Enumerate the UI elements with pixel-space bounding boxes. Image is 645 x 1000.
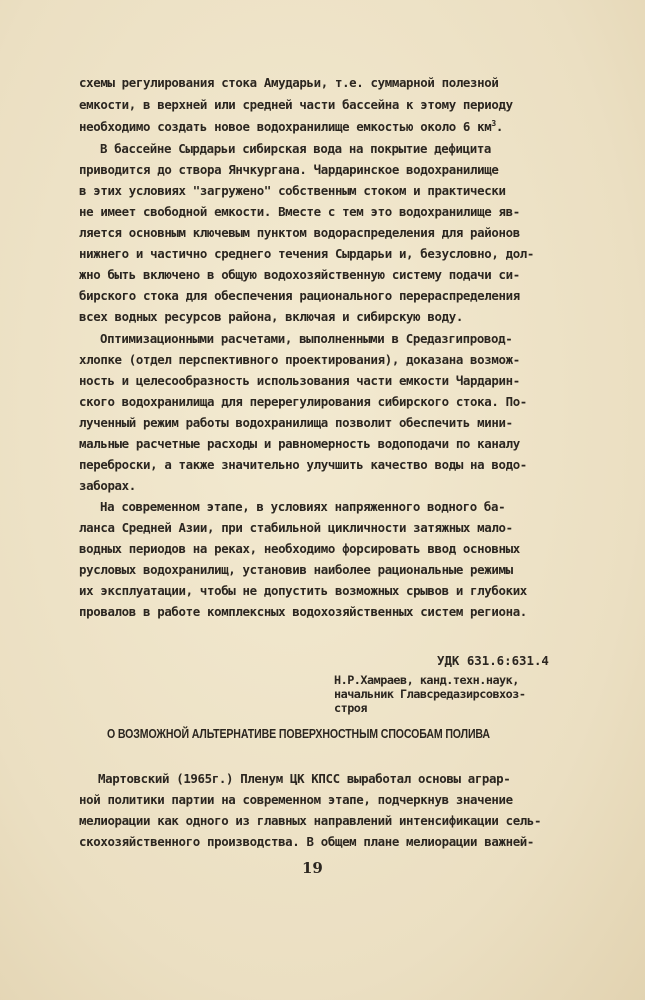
article-title: О ВОЗМОЖНОЙ АЛЬТЕРНАТИВЕ ПОВЕРХНОСТНЫМ СПОСОБАМ ПОЛИВА: [107, 727, 490, 741]
text-line: ность и целесообразность использования части емкости Чардарин-: [79, 373, 520, 388]
text-line: мелиорации как одного из главных направлений интенсификации сель-: [79, 813, 542, 828]
text-line: заборах.: [79, 478, 136, 493]
text-line-body: необходимо создать новое водохранилище емкостью около 6 км: [79, 119, 492, 134]
text-line: их эксплуатации, чтобы не допустить возможных срывов и глубоких: [79, 583, 527, 598]
udk-code: УДК 631.6:631.4: [437, 653, 549, 668]
text-line: хлопке (отдел перспективного проектирования), доказана возмож-: [79, 352, 520, 367]
text-line: В бассейне Сырдарьи сибирская вода на покрытие дефицита: [100, 141, 492, 156]
text-line-end: .: [495, 119, 503, 134]
text-line: схемы регулирования стока Амударьи, т.е. суммарной полезной: [79, 75, 499, 90]
text-line: скохозяйственного производства. В общем плане мелиорации важней-: [79, 834, 535, 849]
text-line: бирского стока для обеспечения рационального перераспределения: [79, 288, 520, 303]
text-line: Оптимизационными расчетами, выполненными в Средазгипровод-: [100, 331, 513, 346]
text-line: лученный режим работы водохранилища позволит обеспечить мини-: [79, 415, 513, 430]
text-line: приводится до створа Янчкургана. Чардаринское водохранилище: [79, 162, 499, 177]
page-number: 19: [302, 859, 323, 877]
author-line: Н.Р.Хамраев, канд.техн.наук,: [334, 673, 519, 687]
text-line: жно быть включено в общую водохозяйственную систему подачи си-: [79, 267, 520, 282]
author-line: начальник Главсредазирсовхоз-: [334, 687, 526, 701]
text-line: емкости, в верхней или средней части бассейна к этому периоду: [79, 97, 513, 112]
author-line: строя: [334, 701, 368, 715]
text-line: На современном этапе, в условиях напряженного водного ба-: [100, 499, 506, 514]
text-line: ского водохранилища для перерегулирования сибирского стока. По-: [79, 394, 527, 409]
text-line: ланса Средней Азии, при стабильной цикличности затяжных мало-: [79, 520, 513, 535]
text-line: переброски, а также значительно улучшить качество воды на водо-: [79, 457, 527, 472]
text-line: нижнего и частично среднего течения Сырдарьи и, безусловно, дол-: [79, 246, 535, 261]
text-line: всех водных ресурсов района, включая и сибирскую воду.: [79, 309, 463, 324]
text-line: русловых водохранилищ, установив наиболее рациональные режимы: [79, 562, 513, 577]
text-line: [79, 120, 503, 134]
text-line: мальные расчетные расходы и равномерность водоподачи по каналу: [79, 436, 520, 451]
text-line: ной политики партии на современном этапе, подчеркнув значение: [79, 792, 513, 807]
superscript: 3: [491, 119, 496, 128]
text-line: водных периодов на реках, необходимо форсировать ввод основных: [79, 541, 520, 556]
text-line: провалов в работе комплексных водохозяйственных систем региона.: [79, 604, 527, 619]
text-line: в этих условиях "загружено" собственным стоком и практически: [79, 183, 506, 198]
text-line: ляется основным ключевым пунктом водораспределения для районов: [79, 225, 520, 240]
text-line: не имеет свободной емкости. Вместе с тем это водохранилище яв-: [79, 204, 520, 219]
text-line: Мартовский (1965г.) Пленум ЦК КПСС выработал основы аграр-: [98, 771, 511, 786]
